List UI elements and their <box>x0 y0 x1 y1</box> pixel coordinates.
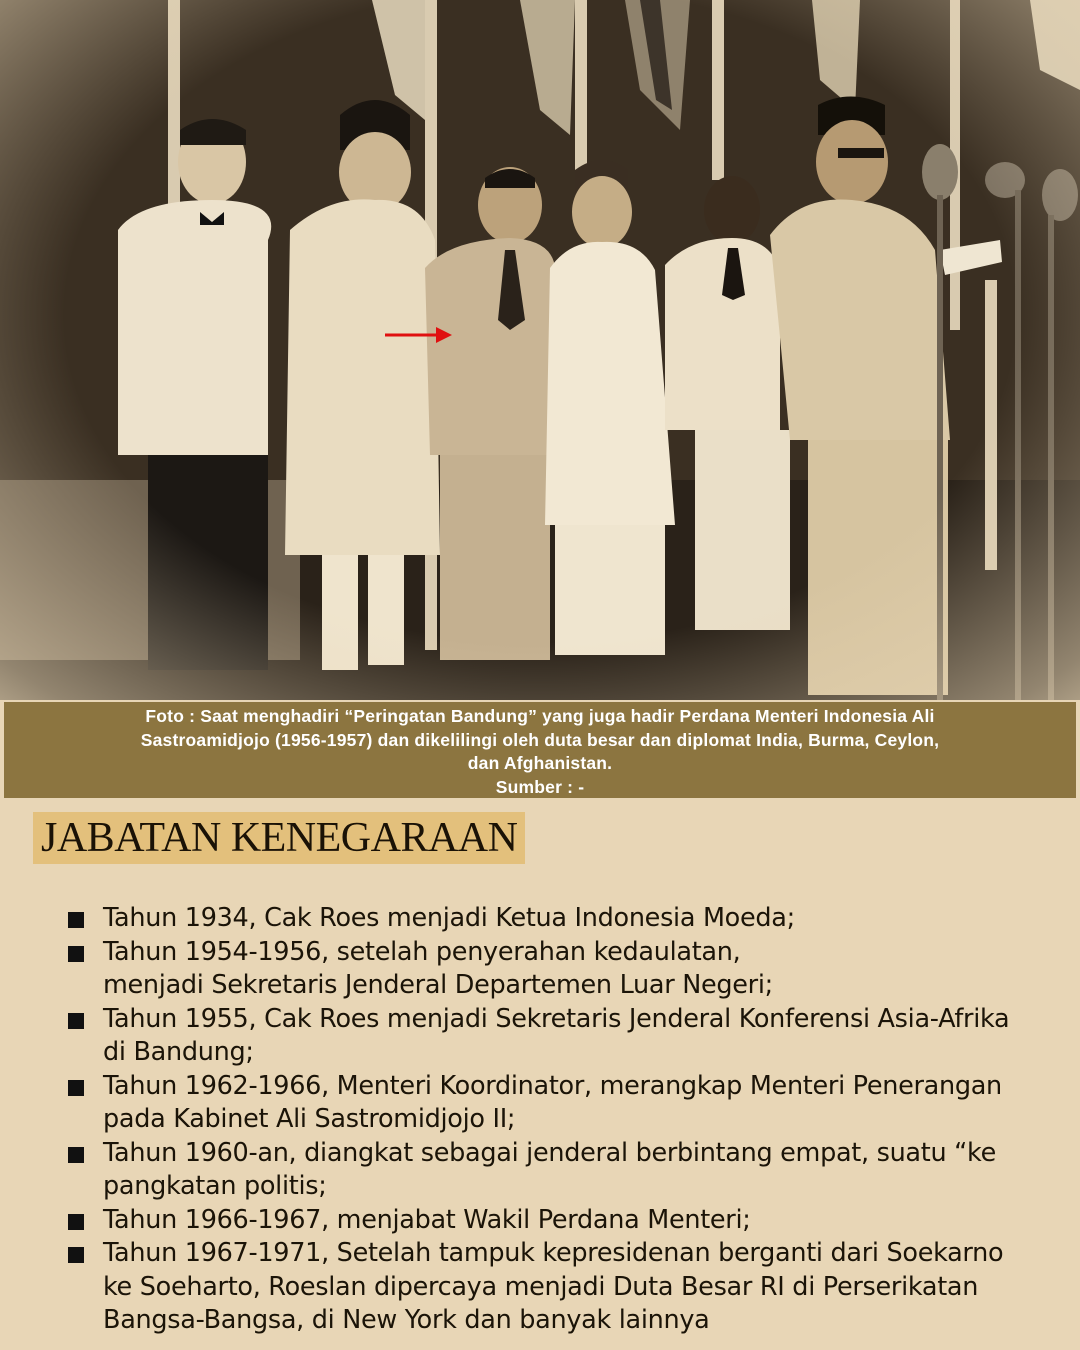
section-heading: JABATAN KENEGARAAN <box>33 812 525 864</box>
list-item <box>66 1070 1056 1137</box>
list-item <box>66 1237 1056 1338</box>
square-bullet-icon <box>68 946 84 962</box>
list-item-text-line: pangkatan politis; <box>103 1171 327 1201</box>
list-item-text-line: Tahun 1967-1971, Setelah tampuk kepresidenan berganti dari Soekarno <box>103 1238 1004 1268</box>
square-bullet-icon <box>68 1147 84 1163</box>
caption-line-2: Sastroamidjojo (1956-1957) dan dikelilingi oleh duta besar dan diplomat India, Burma, Ceylon, <box>140 729 940 750</box>
caption-line-3: dan Afghanistan. <box>467 753 613 773</box>
caption-source: Sumber : - <box>495 776 585 797</box>
list-item-text-line: di Bandung; <box>103 1037 254 1067</box>
list-item-text-line: Tahun 1954-1956, setelah penyerahan kedaulatan, <box>103 936 741 967</box>
list-item-text-line: Tahun 1934, Cak Roes menjadi Ketua Indonesia Moeda; <box>103 903 795 933</box>
list-item-text-line: Tahun 1962-1966, Menteri Koordinator, merangkap Menteri Penerangan <box>103 1070 1002 1101</box>
list-item-text-line: ke Soeharto, Roeslan dipercaya menjadi Duta Besar RI di Perserikatan <box>103 1271 979 1302</box>
list-item-text-line: pada Kabinet Ali Sastromidjojo II; <box>103 1104 516 1134</box>
career-list <box>66 902 1056 1338</box>
list-item <box>66 1003 1056 1070</box>
list-item-text-line: Tahun 1955, Cak Roes menjadi Sekretaris Jenderal Konferensi Asia-Afrika <box>103 1003 1010 1034</box>
list-item-text-line: menjadi Sekretaris Jenderal Departemen Luar Negeri; <box>103 970 773 1000</box>
square-bullet-icon <box>68 1080 84 1096</box>
caption-line-1: Foto : Saat menghadiri “Peringatan Bandung” yang juga hadir Perdana Menteri Indonesia Ali <box>145 706 935 726</box>
list-item <box>66 902 1056 936</box>
square-bullet-icon <box>68 1247 84 1263</box>
list-item <box>66 1137 1056 1204</box>
list-item <box>66 1204 1056 1238</box>
photo-caption <box>4 702 1076 798</box>
list-item-text-line: Bangsa-Bangsa, di New York dan banyak lainnya <box>103 1305 710 1335</box>
square-bullet-icon <box>68 1013 84 1029</box>
list-item <box>66 936 1056 1003</box>
list-item-text-line: Tahun 1966-1967, menjabat Wakil Perdana Menteri; <box>103 1204 751 1235</box>
list-item-text-line: Tahun 1960-an, diangkat sebagai jenderal berbintang empat, suatu “ke <box>103 1137 996 1168</box>
square-bullet-icon <box>68 912 84 928</box>
square-bullet-icon <box>68 1214 84 1230</box>
